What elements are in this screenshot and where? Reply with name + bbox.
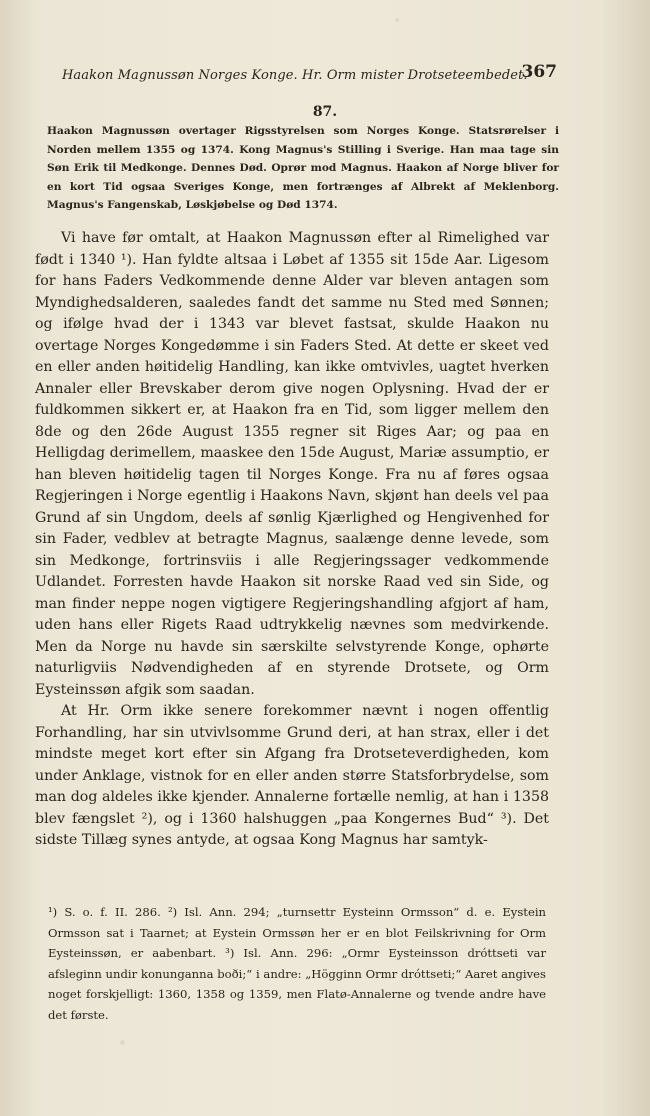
section-number: 87. — [312, 104, 338, 120]
footnote-divider — [38, 897, 138, 898]
body-text — [35, 228, 549, 852]
running-head-title: Haakon Magnussøn Norges Konge. Hr. Orm mister Drotseteembedet. — [62, 68, 528, 83]
footnote-text: ¹) S. o. f. II. 286. ²) Isl. Ann. 294; „turnsettr Eysteinn Ormsson“ d. e. Eystein Ormsson sat i Taarnet; at Eystein Ormssøn her er en blot Feilskrivning for Orm Eysteinssøn, er aabenbart. ³) Isl. Ann. 296: „Ormr Eysteinsson dróttseti var afsleginn undir konunganna boði;“ i andre: „Hӧgginn Ormr dróttseti;“ Aaret angives noget forskjelligt: 1360, 1358 og 1359, men Flatø-Annalerne og tvende andre have det første. — [48, 905, 546, 1022]
paper-stain — [120, 1040, 125, 1045]
paper-stain — [395, 18, 399, 22]
page-number: 367 — [521, 62, 557, 82]
running-head — [62, 62, 557, 86]
footnotes — [48, 902, 546, 1026]
paragraph-2: At Hr. Orm ikke senere forekommer nævnt i nogen offentlig Forhandling, har sin utvivlsomme Grund deri, at han strax, eller i det mindste meget kort efter sin Afgang fra Drotseteverdigheden, kom under Anklage, vistnok for en eller anden større Statsforbrydelse, som man dog aldeles ikke kjender. Annalerne fortælle nemlig, at han i 1358 blev fængslet ²), og i 1360 halshuggen „paa Kongernes Bud“ ³). Det sidste Tillæg synes antyde, at ogsaa Kong Magnus har samtyk- — [35, 703, 549, 848]
paragraph-1: Vi have før omtalt, at Haakon Magnussøn efter al Rimelighed var født i 1340 ¹). Han fyldte altsaa i Løbet af 1355 sit 15de Aar. Ligesom for hans Faders Vedkommende denne Alder var bleven antagen som Myndighedsalderen, saaledes fandt det samme nu Sted med Sønnen; og ifølge hvad der i 1343 var blevet fastsat, skulde Haakon nu overtage Norges Kongedømme i sin Faders Sted. At dette er skeet ved en eller anden høitidelig Handling, kan ikke omtvivles, uagtet hverken Annaler eller Brevskaber derom give nogen Oplysning. Hvad der er fuldkommen sikkert er, at Haakon fra en Tid, som ligger mellem den 8de og den 26de August 1355 regner sit Riges Aar; og paa en Helligdag derimellem, maaskee den 15de August, Mariæ assumptio, er han bleven høitidelig tagen til Norges Konge. Fra nu af føres ogsaa Regjeringen i Norge egentlig i Haakons Navn, skjønt han deels vel paa Grund af sin Ungdom, deels af sønlig Kjærlighed og Hengivenhed for sin Fader, vedblev at betragte Magnus, saalænge denne levede, som sin Medkonge, fortrinsviis i alle Regjeringssager vedkommende Udlandet. Forresten havde Haakon sit norske Raad ved sin Side, og man finder neppe nogen vigtigere Regjeringshandling afgjort af ham, uden hans eller Rigets Raad udtrykkelig nævnes som medvirkende. Men da Norge nu havde sin særskilte selvstyrende Konge, ophørte naturligviis Nødvendigheden af en styrende Drotsete, og Orm Eysteinssøn afgik som saadan. — [35, 230, 549, 698]
section-summary: Haakon Magnussøn overtager Rigsstyrelsen som Norges Konge. Statsrørelser i Norden mellem 1355 og 1374. Kong Magnus's Stilling i Sverige. Han maa tage sin Søn Erik til Medkonge. Dennes Død. Oprør mod Magnus. Haakon af Norge bliver for en kort Tid ogsaa Sveriges Konge, men fortrænges af Albrekt af Meklenborg. Magnus's Fangenskab, Løskjøbelse og Død 1374. — [47, 125, 559, 212]
